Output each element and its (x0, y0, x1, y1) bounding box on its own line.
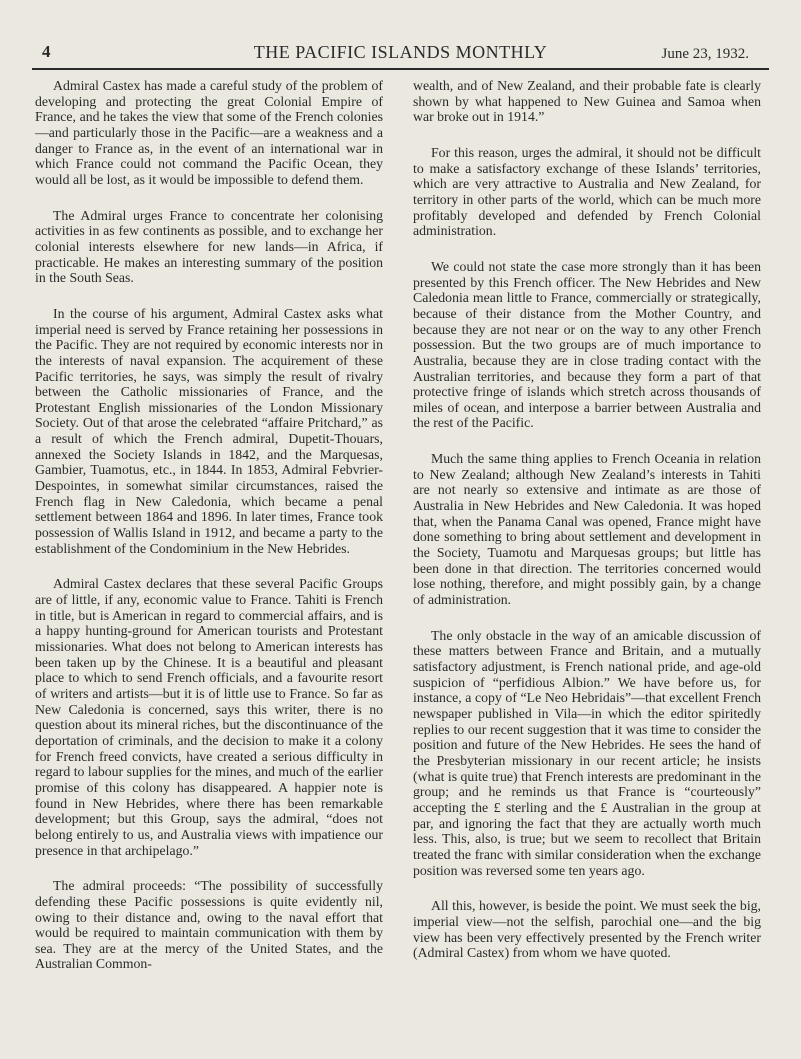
paragraph: All this, however, is beside the point. We must seek the big, imperial view—not the selfish, parochial one—and the big view has been very effectively presented by the French writer (Admiral Castex) from whom we have quoted. (413, 898, 761, 961)
paragraph: In the course of his argument, Admiral Castex asks what imperial need is served by France retaining her possessions in the Pacific. They are not required by economic interests nor in the interests of naval expansion. The acquirement of these Pacific territories, he says, was simply the result of rivalry between the Catholic missionaries of France, and the Protestant English missionaries of the London Missionary Society. Out of that arose the celebrated “affaire Pritchard,” as a result of which the French admiral, Dupetit-Thouars, annexed the Society Islands in 1842, and the Marquesas, Gambier, Tuamotus, etc., in 1844. In 1853, Admiral Febvrier-Despointes, in somewhat similar circumstances, raised the French flag in New Caledonia, which became a penal settlement between 1864 and 1896. In later times, France took possession of Wallis Island in 1912, and became a party to the establishment of the Condominium in the New Hebrides. (35, 305, 383, 556)
paragraph: The Admiral urges France to concentrate her colonising activities in as few continents as possible, and to exchange her colonial interests elsewhere for new lands—in Africa, if practicable. He makes an interesting summary of the position in the South Seas. (35, 207, 383, 286)
page-header (32, 38, 769, 72)
header-rule (32, 68, 769, 70)
left-column (35, 78, 383, 992)
paragraph: For this reason, urges the admiral, it should not be difficult to make a satisfactory exchange of these Islands’ territories, which are very attractive to Australia and New Zealand, for territory in other parts of the world, which can be much more profitably developed and defended by French Colonial administration. (413, 144, 761, 239)
paragraph: The admiral proceeds: “The possibility of successfully defending these Pacific possessions is quite evidently nil, owing to their distance and, owing to the naval effort that would be required to maintain communication with them by sea. They are at the mercy of the United States, and the Australian Common- (35, 878, 383, 972)
paragraph: Admiral Castex has made a careful study of the problem of developing and protecting the great Colonial Empire of France, and he takes the view that some of the French colonies—and particularly those in the Pacific—are a weakness and a danger to France as, in the event of an international war in which France could not command the Pacific Ocean, they would all be lost, as it would be impossible to defend them. (35, 78, 383, 187)
issue-date: June 23, 1932. (661, 46, 749, 62)
publication-title: THE PACIFIC ISLANDS MONTHLY (253, 42, 548, 62)
paragraph: Admiral Castex declares that these several Pacific Groups are of little, if any, economic value to France. Tahiti is French in title, but is American in regard to commercial affairs, and is a happy hunting-ground for American tourists and Protestant missionaries. What does not belong to American interests has been taken up by the Chinese. It is a beautiful and pleasant place to which to send French officials, and a favourite resort of writers and artists—but it is of little use to France. So far as New Caledonia is concerned, says this writer, there is no question about its mineral riches, but the discontinuance of the deportation of criminals, and the decision to make it a colony for French freed convicts, have created a serious difficulty in regard to labour supplies for the mines, and much of the earlier promise of this colony has disappeared. A happier note is found in New Hebrides, where there has been remarkable development; but this Group, says the admiral, “does not belong entirely to us, and Australia views with impatience our presence in that archipelago.” (35, 576, 383, 858)
page-number: 4 (42, 42, 51, 61)
paragraph: We could not state the case more strongly than it has been presented by this French officer. The New Hebrides and New Caledonia mean little to France, commercially or strategically, because of their distance from the Mother Country, and because they are not near or on the way to any other French possession. But the two groups are of much importance to Australia, because they are in close trading contact with the Australian territories, and because they form a part of that protective fringe of islands which stretch across thousands of miles of ocean, and interpose a barrier between Australia and the rest of the Pacific. (413, 258, 761, 431)
paragraph: The only obstacle in the way of an amicable discussion of these matters between France and Britain, and a mutually satisfactory adjustment, is French national pride, and age-old suspicion of “perfidious Albion.” We have before us, for instance, a copy of “Le Neo Hebridais”—that excellent French newspaper published in Vila—in which the editor spiritedly replies to our recent suggestion that it was time to consider the position and future of the New Hebrides. He sees the hand of the Presbyterian missionary in our recent article; he insists (what is quite true) that French interests are predominant in the group; and he reminds us that France is “courteously” accepting the £ sterling and the £ Australian in the group at par, and ignoring the fact that they are actually worth much less. This, also, is true; but we seem to recollect that Britain treated the franc with similar consideration when the exchange position was reversed some ten years ago. (413, 627, 761, 878)
right-column (413, 78, 761, 981)
paragraph-continued: wealth, and of New Zealand, and their probable fate is clearly shown by what happened to New Guinea and Samoa when war broke out in 1914.” (413, 78, 761, 125)
paragraph: Much the same thing applies to French Oceania in relation to New Zealand; although New Zealand’s interests in Tahiti are not nearly so extensive and intimate as are those of Australia in New Hebrides and New Caledonia. It was hoped that, when the Panama Canal was opened, France might have done something to bring about settlement and development in the Society, Tuamotu and Marquesas groups; but little has been done in that direction. The territories concerned would lose nothing, therefore, and might possibly gain, by a change of administration. (413, 451, 761, 608)
